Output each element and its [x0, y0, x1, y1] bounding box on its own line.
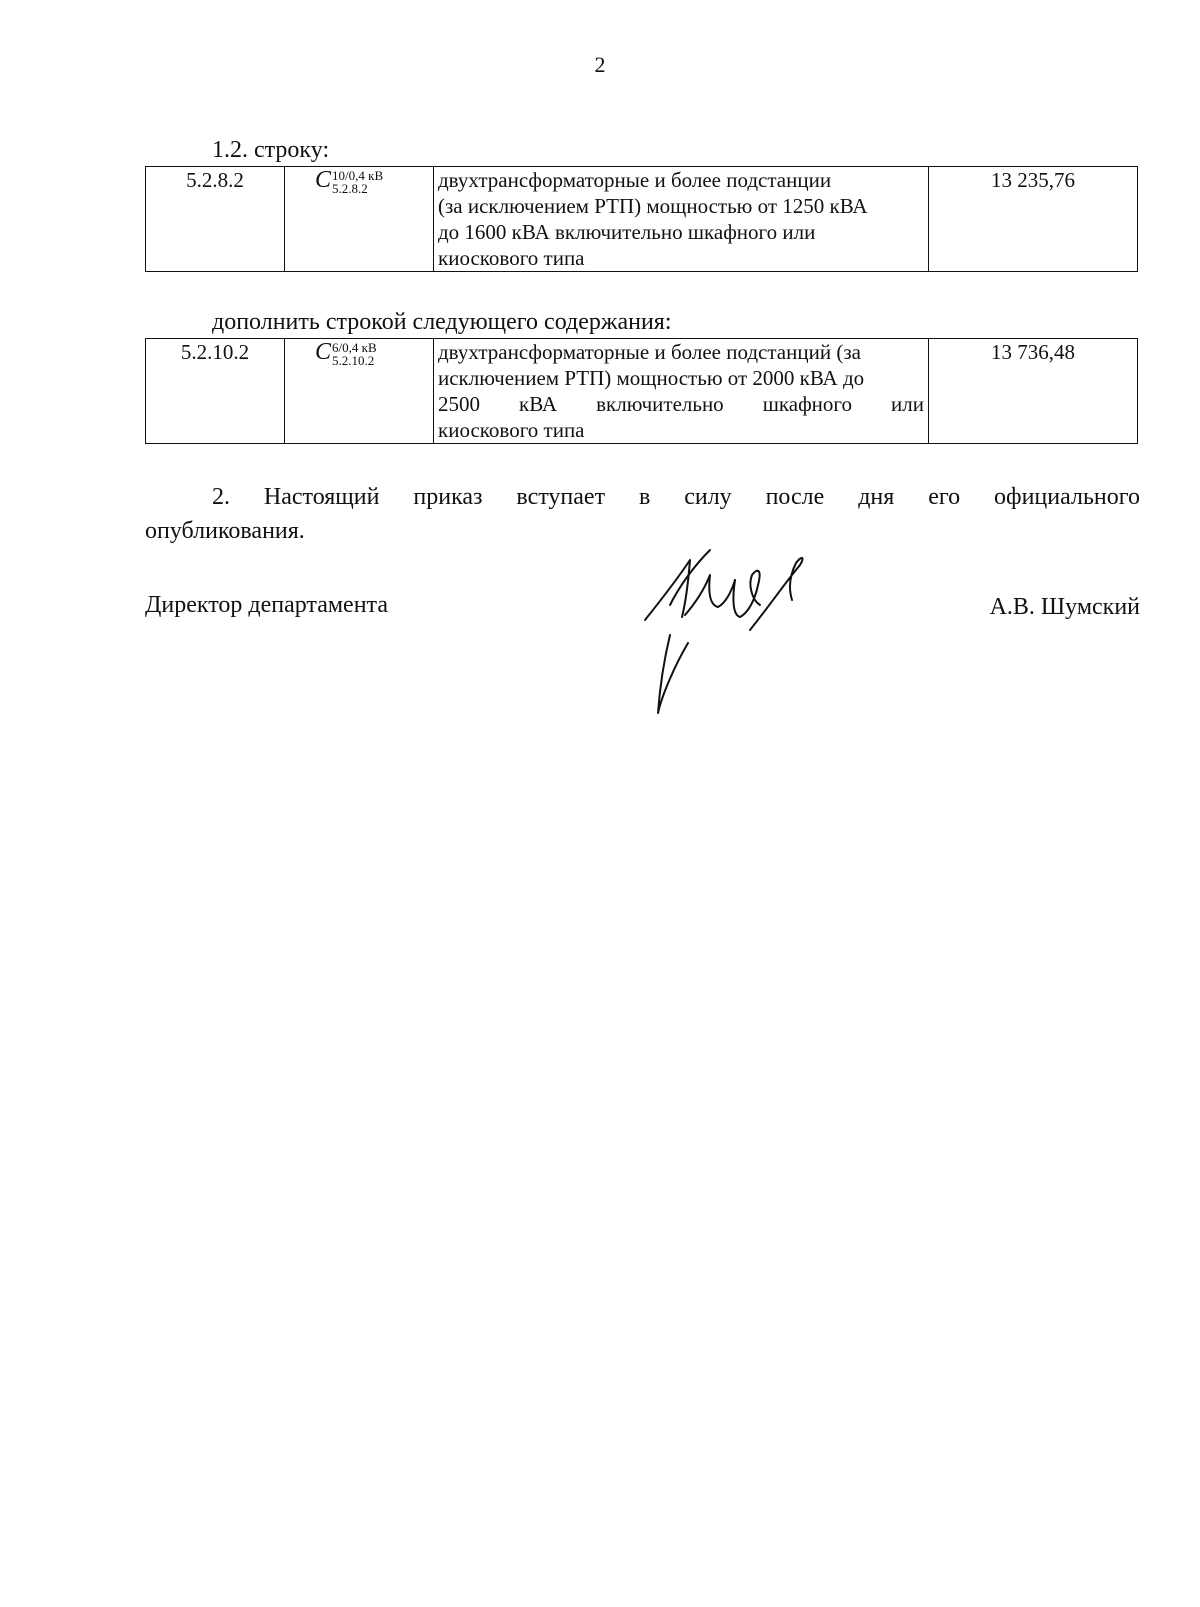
row-description-cell — [434, 339, 929, 444]
description-line: двухтрансформаторные и более подстанции — [438, 168, 832, 192]
description-line: двухтрансформаторные и более подстанций (за — [438, 340, 861, 364]
rate-symbol — [289, 339, 377, 367]
description-line: 2500 кВА включительно шкафного или — [438, 392, 924, 416]
description-line: исключением РТП) мощностью от 2000 кВА до — [438, 366, 865, 390]
symbol-base: C — [315, 167, 332, 193]
row-symbol-cell — [285, 339, 434, 444]
paragraph-2 — [145, 480, 1140, 548]
paragraph-line: опубликования. — [145, 518, 305, 544]
symbol-superscript: 10/0,4 кВ — [332, 168, 384, 183]
row-value-cell: 13 235,76 — [929, 167, 1138, 272]
signatory-name: А.В. Шумский — [989, 594, 1140, 620]
description-line: киоскового типа — [438, 246, 585, 270]
symbol-base: C — [315, 339, 332, 365]
symbol-superscript: 6/0,4 кВ — [332, 340, 377, 355]
rate-symbol — [289, 167, 383, 195]
row-symbol-cell — [285, 167, 434, 272]
table-row — [146, 167, 1138, 272]
tariff-table-existing-row — [145, 166, 1138, 272]
description-line: до 1600 кВА включительно шкафного или — [438, 220, 816, 244]
description-line: (за исключением РТП) мощностью от 1250 кВА — [438, 194, 868, 218]
section-1-2-label: 1.2. строку: — [212, 137, 330, 163]
tariff-table-new-row — [145, 338, 1138, 444]
section-add-label: дополнить строкой следующего содержания: — [212, 309, 672, 335]
handwritten-signature — [640, 545, 830, 725]
row-number-cell: 5.2.8.2 — [146, 167, 285, 272]
symbol-subscript: 5.2.10.2 — [332, 353, 375, 368]
page-number: 2 — [594, 52, 606, 77]
row-number-cell: 5.2.10.2 — [146, 339, 285, 444]
row-value-cell: 13 736,48 — [929, 339, 1138, 444]
paragraph-line: 2. Настоящий приказ вступает в силу после дня его официального — [212, 484, 1140, 510]
table-row — [146, 339, 1138, 444]
signatory-title: Директор департамента — [145, 592, 388, 618]
description-line: киоскового типа — [438, 418, 585, 442]
symbol-subscript: 5.2.8.2 — [332, 181, 368, 196]
row-description-cell — [434, 167, 929, 272]
